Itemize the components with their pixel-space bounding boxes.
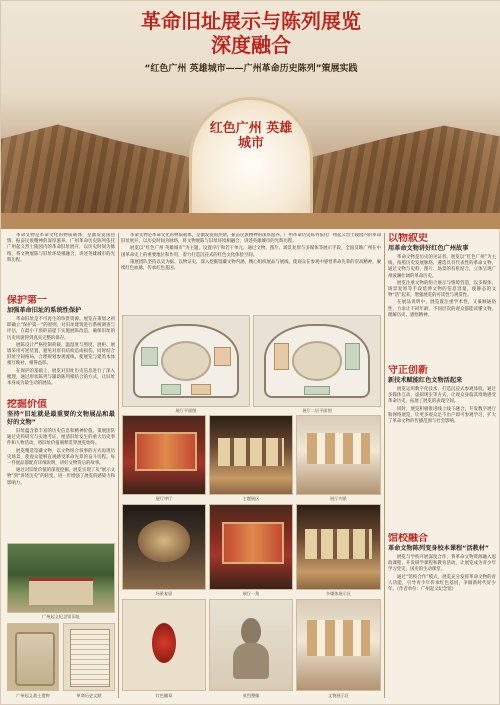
- hall-floor: [1, 213, 500, 229]
- photo-scene-restoration: [122, 504, 206, 590]
- section-subtitle: 加强革命旧址的系统性保护: [7, 307, 82, 314]
- photo-caption: 广州起义纪念馆旧址: [42, 614, 80, 619]
- intro-text: [121, 233, 381, 311]
- plan-center-hall: [161, 341, 211, 381]
- plan-room: [274, 343, 289, 370]
- column-divider: [384, 233, 385, 698]
- photo-caption: 广州起义战士遗物: [16, 693, 50, 698]
- photo-caption: 展厅内景: [330, 496, 347, 501]
- section-subtitle: 新技术赋能红色文物活起来: [388, 377, 463, 384]
- section-title: 以物叙史: [388, 233, 428, 244]
- photo-caption: 展厅序厅: [155, 496, 173, 501]
- plan-center-hall: [292, 341, 342, 381]
- column-divider: [118, 233, 119, 698]
- photo-caption: 红色徽章: [155, 693, 173, 698]
- exhibition-arch: [189, 97, 313, 221]
- section-paragraph: 在展品说明中，展览既注重学术性，又兼顾通俗性，力求让不同年龄、不同层次的观众都能读懂文物、理解历史、感悟精神。: [388, 300, 496, 318]
- photo-hall-corner: [209, 504, 293, 590]
- section-title: 守正创新: [388, 365, 428, 376]
- photo-hall-interior: [296, 415, 381, 495]
- photo-memorial-site: [7, 543, 115, 613]
- photo-multimedia-area: [296, 504, 381, 590]
- left-column-top: [7, 233, 115, 293]
- section-title: 挖掘价值: [7, 399, 47, 410]
- photo-caption: 文物展示区: [328, 693, 349, 698]
- photo-caption: 多媒体展示区: [325, 591, 352, 596]
- title-line-1: 革命旧址展示与陈列展览: [141, 9, 361, 33]
- section-paragraph: 在保护的基础上，展览对旧址历史信息进行了深入梳理，通过原状陈列与辅助陈列相结合的方式，让旧址本身成为最生动的展品。: [7, 368, 115, 387]
- photo-caption: 场景复原: [155, 591, 173, 596]
- section-education: [388, 533, 496, 695]
- photo-caption: 展厅平面图: [175, 408, 197, 413]
- section-paragraph: 展览注重文物的组合展示与情境营造，以多媒体、场景复原等手段延伸文物的信息容量，使静态的文物“活”起来，增强展览的可读性与观赏性。: [388, 280, 496, 299]
- intro-paragraph: 策展团队坚持以史为据、以物证史，深入挖掘馆藏文物内涵，精心组织展品与展线，使观众在参观中感悟革命先辈的崇高精神，赓续红色血脉，传承红色基因。: [121, 259, 381, 272]
- section-protect: [7, 295, 115, 395]
- section-paragraph: 革命旧址是不可再生的珍贵资源。展览在策划之初即确立“保护第一”的原则，对旧址建筑进行系统调查与评估，在最小干预的前提下实施展陈改造，确保旧址的历史风貌得到真实完整的保存。: [7, 317, 115, 341]
- photo-caption: 主题展区: [242, 496, 260, 501]
- photo-caption: 英烈塑像: [242, 693, 260, 698]
- section-subtitle: 革命文物陈列变身校本课程“活教材”: [388, 545, 489, 552]
- section-culture: [388, 233, 496, 363]
- photo-hero-bust: [209, 599, 293, 691]
- section-paragraph: 展览精选馆藏文物，以文物组合叙事的方式再现历史场景，使观众能够直观感受革命先辈的奋斗历程。每一件展品都配有详细说明，讲好文物背后的故事。: [7, 448, 115, 467]
- plan-room: [214, 347, 232, 367]
- section-paragraph: 通过“馆校合作”模式，展览充分发挥革命文物的育人功能，引导青少年传承红色基因，争做新时代好少年。（作者单位：广州起义纪念馆）: [388, 574, 496, 593]
- plan-room: [345, 343, 360, 370]
- plan-room: [304, 386, 329, 395]
- section-value: [7, 399, 115, 539]
- section-subtitle: 坚持“旧址就是最重要的文物展品和最好的文物”: [7, 411, 115, 426]
- title-line-2: 深度融合: [211, 33, 291, 57]
- section-title: 保护第一: [7, 295, 47, 306]
- photo-caption: 展厅二层平面图: [302, 408, 332, 413]
- intro-paragraph: 革命文物是革命文化的物质载体，是激发爱国热情、振奋民族精神的深厚滋养。广州革命历史陈列依托广州起义烈士陵园内的革命旧址展开，以历史时间为脉络，将文物展陈与旧址环境相融合，讲述英雄城市的光辉历程。: [121, 233, 381, 245]
- photo-red-badge: [122, 599, 206, 691]
- photo-theme-area: [209, 415, 293, 495]
- section-paragraph: 展览运用数字化技术，打造沉浸式参观体验。通过多媒体互动、虚拟现实等方式，让观众身临其境地感受革命历史，拓展了展览的表现空间。: [388, 387, 496, 405]
- photo-hall-entrance: [122, 415, 206, 495]
- intro-paragraph: 革命文物是革命文化的物质载体，是激发爱国热情、振奋民族精神的深厚滋养。广州革命历史陈列依托广州起义烈士陵园内的革命旧址展开，以历史时间为脉络，将文物展陈与旧址环境相融合，讲述英雄城市的光辉历程。: [7, 233, 115, 263]
- section-paragraph: 革命文物是历史的见证者。展览以“红色广州”为主线，按照历史发展脉络，遴选具有代表性的革命文物，通过文物与史料、图片、场景的有机结合，立体呈现广州波澜壮阔的革命历史。: [388, 255, 496, 279]
- plan-room: [161, 384, 181, 395]
- section-paragraph: 通过对旧址价值的深度挖掘，展览实现了从“展示文物”到“讲述历史”的转变，进一步增强了展览的感染力和影响力。: [7, 468, 115, 486]
- section-paragraph: 旧址蕴含着丰富的历史信息和精神价值。策展团队通过史料研究与实地考证，厘清旧址发生的重大历史事件和人物活动，将旧址价值阐释贯穿展览始终。: [7, 429, 115, 447]
- section-subtitle: 用革命文物讲好红色广州故事: [388, 245, 469, 252]
- plan-room: [191, 384, 211, 395]
- photo-caption: 展厅一角: [242, 591, 260, 596]
- photo-caption: 革命历史文献: [76, 693, 102, 698]
- section-innovate: [388, 365, 496, 529]
- intro-paragraph: 展览以“红色广州 英雄城市”为主题，设置序厅和若干单元，通过文物、图片、场景复原与多媒体等展示手段，全面反映广州在中国革命史上的重要地位和作用，着力打造沉浸式的红色文化体验空间。: [121, 246, 381, 258]
- photo-document: [63, 623, 115, 691]
- section-title: 馆校融合: [388, 533, 428, 544]
- floor-plan-2: [253, 315, 381, 407]
- plan-room: [141, 347, 159, 367]
- arch-inscription: 红色广州 英雄城市: [209, 121, 293, 151]
- page-title: [1, 9, 500, 57]
- section-paragraph: 展览与学校开展深度合作，将革命文物资源融入思政课程，开发研学课程和教育活动，让展览成为青少年学习党史、国史的生动课堂。: [388, 555, 496, 573]
- section-paragraph: 同时，展览积极推进线上线下融合，开发数字展厅和网络展览，让更多观众足不出户即可参观学习，扩大了革命文物的传播范围与社会影响。: [388, 406, 496, 425]
- photo-relic-cloth: [7, 623, 59, 691]
- header-banner: [1, 1, 500, 229]
- photo-relic-display: [296, 599, 381, 691]
- section-paragraph: 展陈设计严格控制荷载、温湿度与照度，展柜、展墙采用可逆装置，避免对原有结构造成损伤。同时结合旧址空间格局，合理规划参观流线，使展览与建筑本体相互映衬、相得益彰。: [7, 342, 115, 367]
- floor-plan-1: [122, 315, 250, 407]
- page-subtitle: “红色广州 英雄城市——广州革命历史陈列”策展实践: [144, 64, 358, 74]
